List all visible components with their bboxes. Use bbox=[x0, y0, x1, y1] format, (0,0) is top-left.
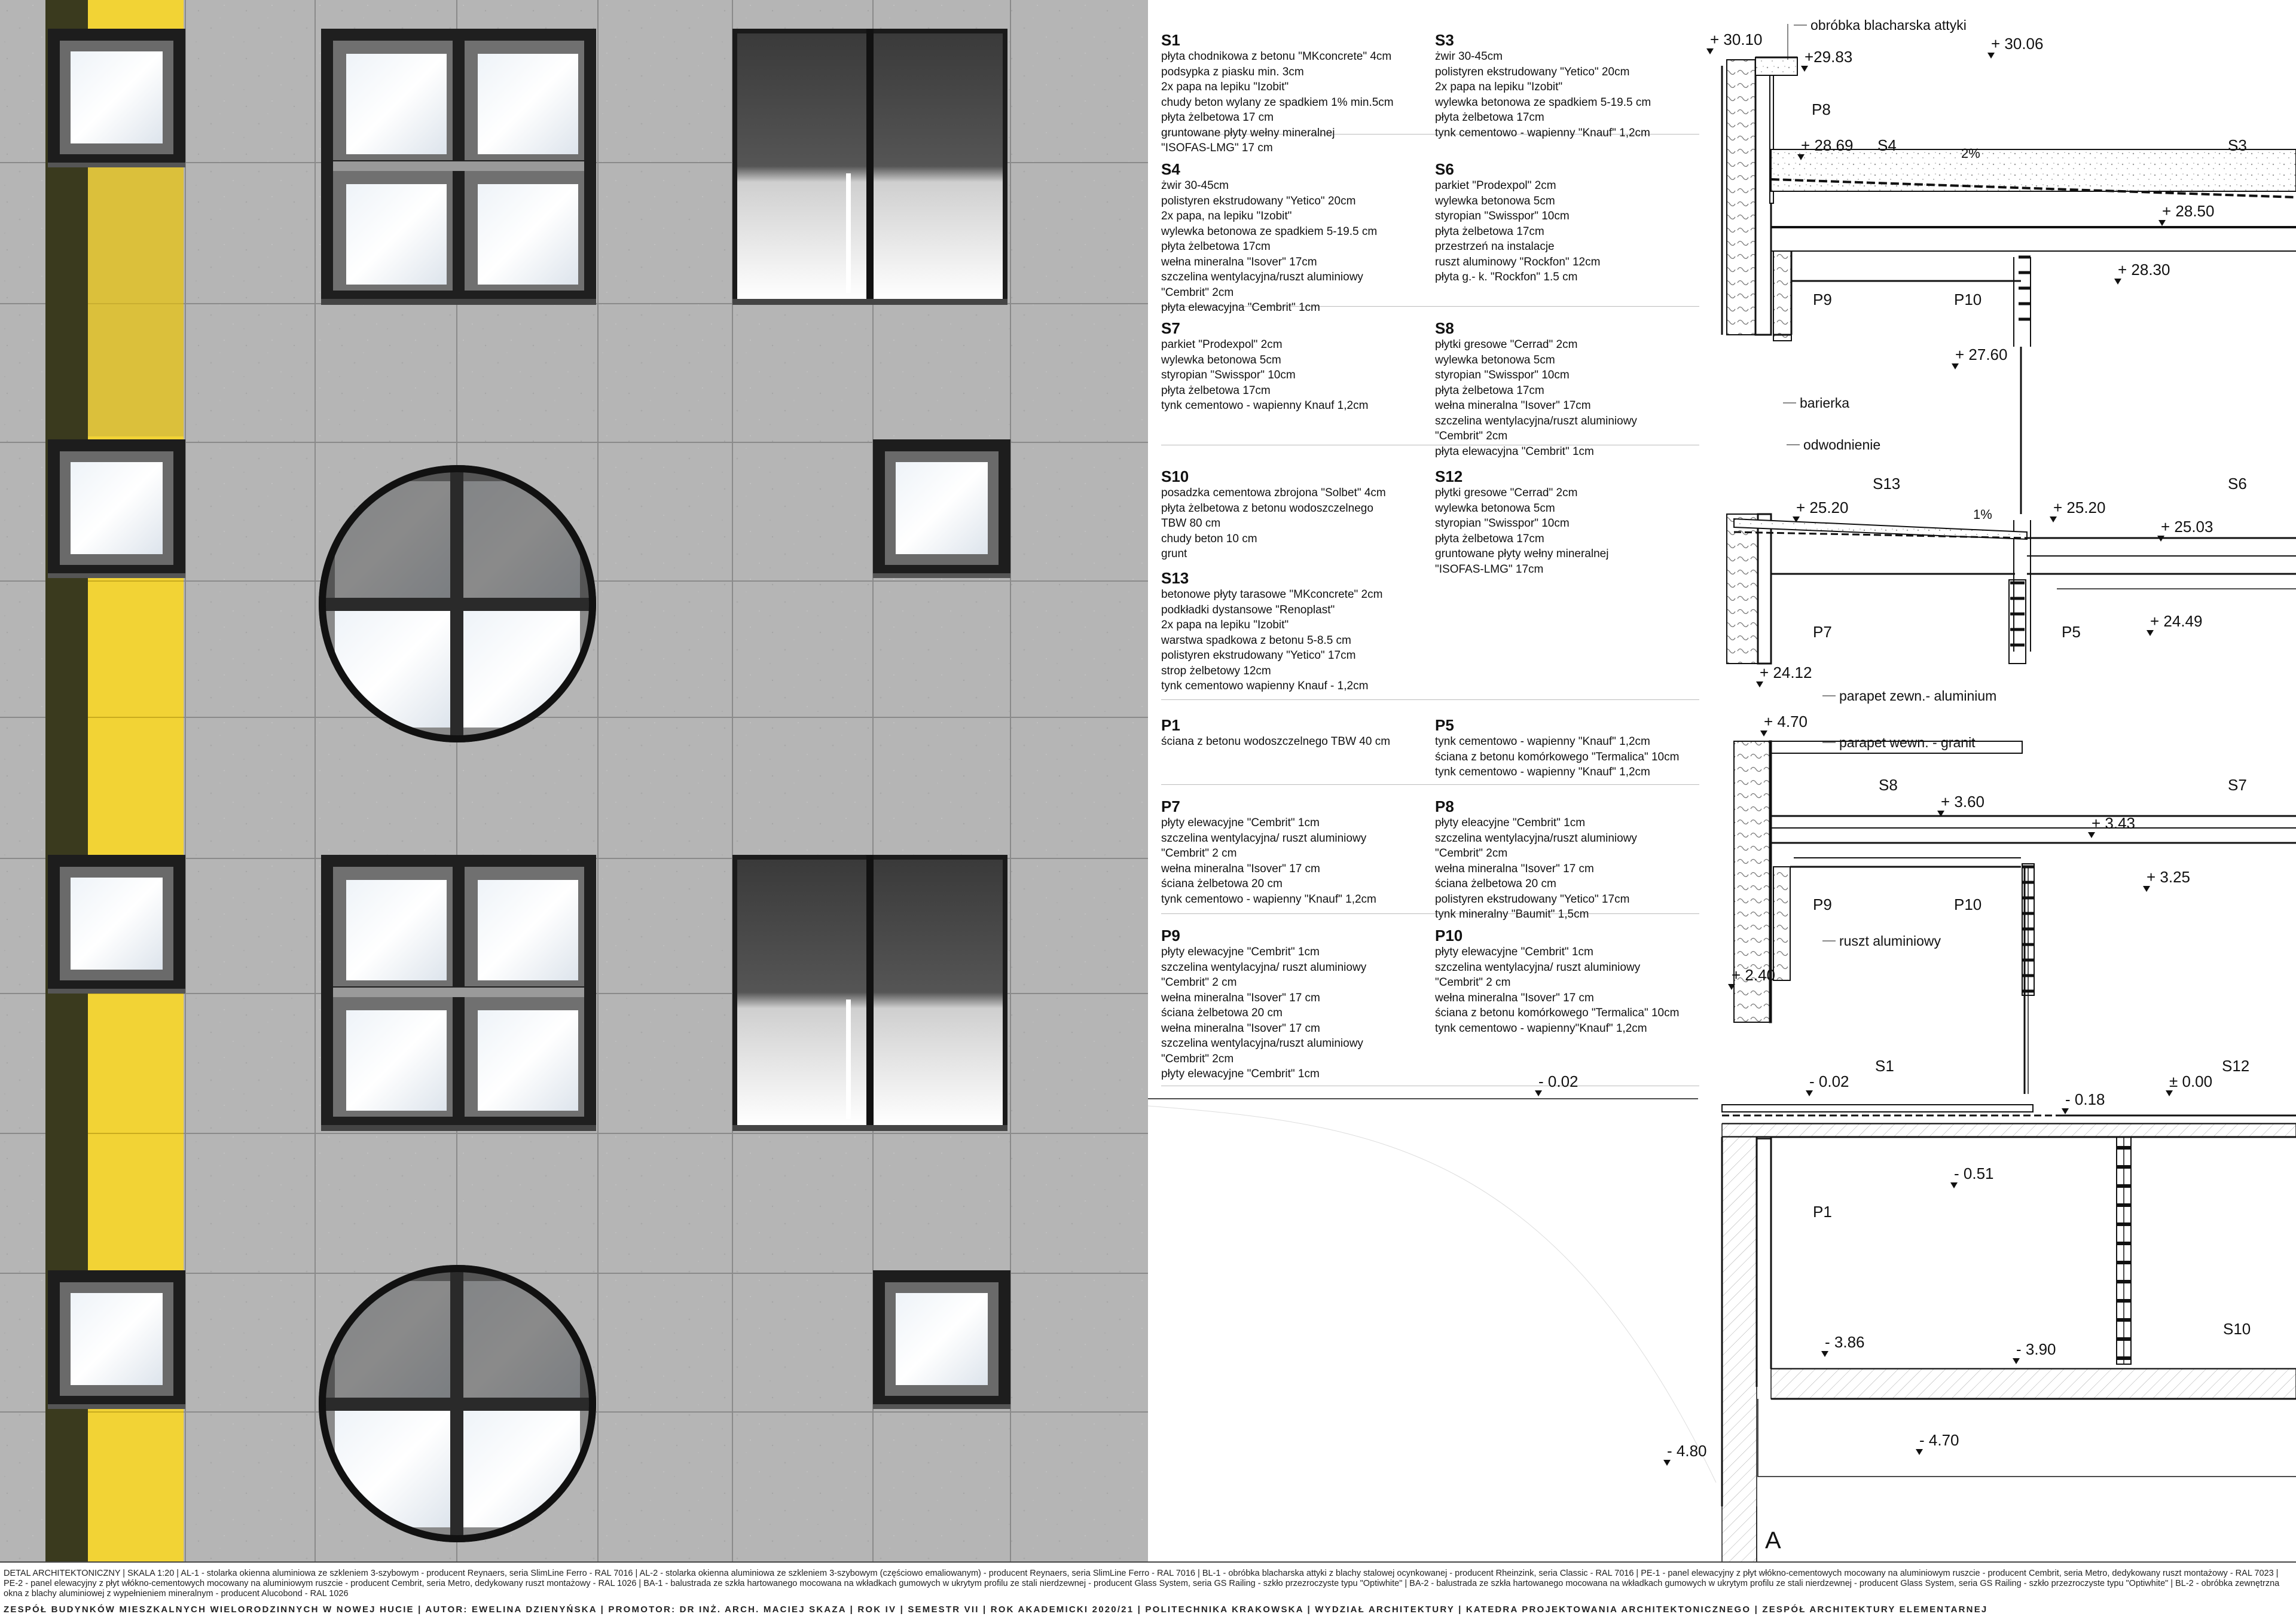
slope-label: 1% bbox=[1973, 507, 1992, 522]
layer-description: "Cembrit" 2cm bbox=[1435, 847, 1508, 860]
layer-description: tynk cementowo - wapienny "Knauf" 1,2cm bbox=[1435, 766, 1650, 778]
layer-tag: S4 bbox=[1877, 136, 1897, 154]
layer-description: szczelina wentylacyjna/ruszt aluminiowy bbox=[1435, 414, 1637, 427]
window-al1-grid bbox=[321, 855, 596, 1131]
level-mark: - 4.80 bbox=[1667, 1442, 1707, 1460]
layer-description: "Cembrit" 2 cm bbox=[1161, 847, 1237, 860]
layer-description: żwir 30-45cm bbox=[1161, 179, 1229, 192]
layer-description: wylewka betonowa ze spadkiem 5-19.5 cm bbox=[1161, 225, 1378, 238]
annotation: obróbka blacharska attyki bbox=[1810, 17, 1967, 33]
layer-description: strop żelbetowy 12cm bbox=[1161, 664, 1271, 677]
layer-description: płyta żelbetowa 17cm bbox=[1435, 384, 1544, 397]
layer-code: S13 bbox=[1161, 569, 1189, 587]
layer-spec-s10 bbox=[1161, 467, 1436, 562]
layer-description: tynk cementowo - wapienny Knauf 1,2cm bbox=[1161, 399, 1369, 412]
layer-tag: P10 bbox=[1954, 291, 1982, 308]
layer-tag: S7 bbox=[2228, 776, 2247, 794]
layer-description: polistyren ekstrudowany "Yetico" 20cm bbox=[1161, 194, 1356, 207]
layer-spec-s13 bbox=[1161, 569, 1436, 694]
layer-description: szczelina wentylacyjna/ruszt aluminiowy bbox=[1161, 271, 1363, 283]
layer-description: ściana z betonu komórkowego "Termalica" 10cm bbox=[1435, 1007, 1680, 1019]
layer-spec-s1 bbox=[1161, 31, 1436, 156]
layer-description: płyta chodnikowa z betonu "MKconcrete" 4cm bbox=[1161, 50, 1392, 63]
level-mark: - 0.51 bbox=[1954, 1164, 1994, 1182]
window-al1 bbox=[48, 439, 185, 578]
layer-description: szczelina wentylacyjna/ruszt aluminiowy bbox=[1161, 1037, 1363, 1050]
layer-description: styropian "Swisspor" 10cm bbox=[1161, 369, 1296, 381]
layer-description: ściana z betonu komórkowego "Termalica" 10cm bbox=[1435, 750, 1680, 763]
layer-description: szczelina wentylacyjna/ ruszt aluminiowy bbox=[1161, 832, 1367, 845]
facade-drawing bbox=[0, 0, 1148, 1561]
layer-code: P9 bbox=[1161, 927, 1180, 945]
legend-rule bbox=[1161, 784, 1699, 785]
layer-description: wylewka betonowa 5cm bbox=[1435, 194, 1555, 207]
project-credits: ZESPÓŁ BUDYNKÓW MIESZKALNYCH WIELORODZINNYCH W NOWEJ HUCIE | AUTOR: EWELINA DZIENYŃSKA | PROMOTOR: DR INŻ. ARCH. MACIEJ SKAZA | ROK IV | SEMESTR VII | ROK AKADEMICKI 2020/21 | POLITECHNIKA KRAKOWSKA | WYDZIAŁ ARCHITEKTURY | KATEDRA PROJEKTOWANIA ARCHITEKTONICZNEGO | ZESPÓŁ ARCHITEKTURY ELEMENTARNEJ bbox=[4, 1604, 1988, 1615]
layer-description: płyta żelbetowa 17 cm bbox=[1161, 111, 1274, 124]
layer-description: "Cembrit" 2cm bbox=[1161, 286, 1234, 299]
layer-description: szczelina wentylacyjna/ ruszt aluminiowy bbox=[1161, 961, 1367, 974]
layer-code: P5 bbox=[1435, 716, 1454, 734]
layer-description: gruntowane płyty wełny mineralnej bbox=[1435, 548, 1609, 560]
layer-spec-s8 bbox=[1435, 319, 1710, 459]
layer-description: "Cembrit" 2cm bbox=[1435, 430, 1508, 442]
window-al1 bbox=[873, 1270, 1010, 1409]
layer-description: 2x papa na lepiku "Izobit" bbox=[1161, 619, 1289, 631]
layer-description: płyta elewacyjna "Cembrit" 1cm bbox=[1435, 445, 1594, 458]
layer-description: styropian "Swisspor" 10cm bbox=[1435, 517, 1570, 530]
legend-entry: AL-2 - stolarka okienna aluminiowa ze szkleniem 3-szybowym (częściowo emaliowanym) - producent Reynaers, seria SlimLine Ferro - RAL 7016 | bbox=[639, 1569, 1202, 1578]
layer-description: płyta żelbetowa 17cm bbox=[1161, 240, 1271, 253]
layer-description: płyta żelbetowa 17cm bbox=[1435, 111, 1544, 124]
level-mark: + 25.03 bbox=[2161, 518, 2213, 536]
annotation: ruszt aluminiowy bbox=[1839, 933, 1941, 949]
legend-entry: BA-2 - balustrada ze szkła hartowanego mocowana na wkładkach gumowych w ukrytym profilu ze stali nierdzewnej - producent Glass System, seria GS Railing - szkło przezroczyste typu "Optiwhite" | bbox=[1409, 1579, 2176, 1588]
layer-description: tynk cementowo - wapienny "Knauf" 1,2cm bbox=[1161, 893, 1376, 906]
level-mark: - 3.90 bbox=[2016, 1340, 2056, 1358]
layer-code: S10 bbox=[1161, 467, 1189, 485]
layer-tag: P7 bbox=[1813, 623, 1832, 641]
window-al1 bbox=[873, 439, 1010, 578]
layer-description: tynk cementowo wapienny Knauf - 1,2cm bbox=[1161, 680, 1369, 692]
layer-description: "ISOFAS-LMG" 17cm bbox=[1435, 563, 1544, 576]
layer-tag: P1 bbox=[1813, 1203, 1832, 1221]
layer-spec-s6 bbox=[1435, 160, 1710, 285]
legend-entry: BA-1 - balustrada ze szkła hartowanego mocowana na wkładkach gumowych w ukrytym profilu ze stali nierdzewnej - producent Glass System, seria GS Railing - szkło przezroczyste typu "Optiwhite" | bbox=[643, 1579, 1410, 1588]
layer-description: podsypka z piasku min. 3cm bbox=[1161, 65, 1304, 78]
level-mark: + 25.20 bbox=[2053, 499, 2106, 516]
layer-description: grunt bbox=[1161, 548, 1187, 560]
window-al1-grid bbox=[321, 29, 596, 305]
layer-spec-p7 bbox=[1161, 797, 1436, 907]
layer-spec-p5 bbox=[1435, 716, 1710, 780]
layer-description: parkiet "Prodexpol" 2cm bbox=[1161, 338, 1283, 351]
layer-description: chudy beton wylany ze spadkiem 1% min.5cm bbox=[1161, 96, 1394, 109]
layer-code: P7 bbox=[1161, 797, 1180, 815]
layer-code: P8 bbox=[1435, 797, 1454, 815]
layer-code: S7 bbox=[1161, 319, 1180, 337]
annotation: barierka bbox=[1800, 395, 1850, 411]
layer-description: płyty elewacyjne "Cembrit" 1cm bbox=[1161, 946, 1320, 958]
level-mark: + 3.25 bbox=[2147, 868, 2191, 886]
layer-tag: P8 bbox=[1812, 100, 1831, 118]
layer-tag: S13 bbox=[1873, 475, 1901, 493]
layer-tag: P10 bbox=[1954, 895, 1982, 913]
layer-description: żwir 30-45cm bbox=[1435, 50, 1503, 63]
layer-spec-s7 bbox=[1161, 319, 1436, 414]
layer-description: gruntowane płyty wełny mineralnej bbox=[1161, 126, 1335, 139]
level-mark: - 4.70 bbox=[1919, 1431, 1959, 1449]
layer-description: płyta żelbetowa z betonu wodoszczelnego bbox=[1161, 502, 1373, 515]
level-mark: - 0.02 bbox=[1538, 1072, 1578, 1090]
layer-tag: S1 bbox=[1875, 1057, 1894, 1075]
level-mark: ± 0.00 bbox=[2169, 1072, 2213, 1090]
layer-description: płyty elewacyjne "Cembrit" 1cm bbox=[1161, 817, 1320, 829]
layer-code: P1 bbox=[1161, 716, 1180, 734]
layer-spec-s3 bbox=[1435, 31, 1710, 140]
layer-description: tynk cementowo - wapienny"Knauf" 1,2cm bbox=[1435, 1022, 1647, 1035]
layer-spec-p8 bbox=[1435, 797, 1710, 922]
layer-description: płyta żelbetowa 17cm bbox=[1161, 384, 1271, 397]
layer-description: ściana żelbetowa 20 cm bbox=[1161, 878, 1283, 890]
window-al1 bbox=[48, 29, 185, 167]
annotation: parapet wewn. - granit bbox=[1839, 735, 1976, 750]
layer-description: wełna mineralna "Isover" 17cm bbox=[1161, 255, 1317, 268]
layer-description: podkładki dystansowe "Renoplast" bbox=[1161, 603, 1335, 616]
legend-entry: BL-1 - obróbka blacharska attyki z blachy stalowej ocynkowanej - producent Rheinzink, seria Classic - RAL 7016 | bbox=[1202, 1569, 1641, 1578]
legend-entry: BL-2 - obróbka zewnętrzna okna z blachy aluminiowej z wypełnieniem mineralnym - producent Alucobond - RAL 1026 bbox=[4, 1579, 2280, 1598]
title-block bbox=[0, 1561, 2296, 1623]
window-al2 bbox=[732, 855, 1007, 1131]
layer-tag: S8 bbox=[1879, 776, 1898, 794]
layer-description: warstwa spadkowa z betonu 5-8.5 cm bbox=[1161, 634, 1351, 647]
layer-description: TBW 80 cm bbox=[1161, 517, 1221, 530]
layer-spec-s12 bbox=[1435, 467, 1710, 577]
level-mark: + 24.12 bbox=[1760, 664, 1812, 681]
layer-description: wylewka betonowa ze spadkiem 5-19.5 cm bbox=[1435, 96, 1651, 109]
layer-description: płyty eleacyjne "Cembrit" 1cm bbox=[1435, 817, 1586, 829]
layer-description: przestrzeń na instalacje bbox=[1435, 240, 1555, 253]
level-mark: - 0.02 bbox=[1809, 1072, 1849, 1090]
layer-description: wełna mineralna "Isover" 17 cm bbox=[1161, 991, 1320, 1004]
layer-code: S12 bbox=[1435, 467, 1463, 485]
layer-code: S4 bbox=[1161, 160, 1180, 178]
layer-description: polistyren ekstrudowany "Yetico" 20cm bbox=[1435, 65, 1630, 78]
layer-tag: P9 bbox=[1813, 895, 1832, 913]
layer-description: 2x papa, na lepiku "Izobit" bbox=[1161, 210, 1292, 222]
layer-code: S8 bbox=[1435, 319, 1454, 337]
layer-description: wełna mineralna "Isover" 17 cm bbox=[1161, 862, 1320, 875]
layer-description: wylewka betonowa 5cm bbox=[1435, 353, 1555, 366]
annotation: odwodnienie bbox=[1803, 437, 1881, 453]
legend-rule bbox=[1161, 699, 1699, 700]
level-mark: + 30.10 bbox=[1710, 30, 1763, 48]
layer-tag: S12 bbox=[2222, 1057, 2250, 1075]
layer-code: P10 bbox=[1435, 927, 1463, 945]
layer-description: wylewka betonowa 5cm bbox=[1435, 502, 1555, 515]
layer-description: płyty elewacyjne "Cembrit" 1cm bbox=[1435, 946, 1593, 958]
layer-spec-p10 bbox=[1435, 927, 1710, 1036]
facade-elevation bbox=[0, 0, 1148, 1561]
layer-description: polistyren ekstrudowany "Yetico" 17cm bbox=[1435, 893, 1630, 906]
layer-description: "Cembrit" 2 cm bbox=[1435, 976, 1511, 989]
layer-tag: P9 bbox=[1813, 291, 1832, 308]
layer-tag: S6 bbox=[2228, 475, 2247, 493]
layer-description: płyty elewacyjne "Cembrit" 1cm bbox=[1161, 1068, 1320, 1080]
level-mark: + 3.60 bbox=[1941, 793, 1985, 811]
legend-entry: PE-2 - panel elewacyjny z płyt włókno-cementowych mocowany na aluminiowym ruszcie - producent Cembrit, seria Metro, dedykowany ruszt montażowy - RAL 1026 | bbox=[4, 1579, 644, 1588]
annotation: parapet zewn.- aluminium bbox=[1839, 688, 1997, 704]
layer-description: styropian "Swisspor" 10cm bbox=[1435, 369, 1570, 381]
level-mark: + 28.50 bbox=[2162, 202, 2215, 220]
layer-description: wełna mineralna "Isover" 17 cm bbox=[1435, 991, 1594, 1004]
layer-spec-s4 bbox=[1161, 160, 1436, 316]
layer-description: tynk cementowo - wapienny "Knauf" 1,2cm bbox=[1435, 735, 1650, 748]
layer-description: płyta g.- k. "Rockfon" 1.5 cm bbox=[1435, 271, 1578, 283]
layer-tag: P5 bbox=[2062, 623, 2081, 641]
layer-description: ruszt aluminowy "Rockfon" 12cm bbox=[1435, 255, 1601, 268]
layer-description: ściana z betonu wodoszczelnego TBW 40 cm bbox=[1161, 735, 1391, 748]
level-mark: + 30.06 bbox=[1991, 35, 2044, 53]
layer-description: płyta żelbetowa 17cm bbox=[1435, 532, 1544, 545]
level-mark: - 0.18 bbox=[2065, 1090, 2105, 1108]
level-mark: - 3.86 bbox=[1825, 1333, 1865, 1351]
layer-description: "ISOFAS-LMG" 17 cm bbox=[1161, 142, 1273, 154]
layer-description: płytki gresowe "Cerrad" 2cm bbox=[1435, 338, 1578, 351]
layer-description: 2x papa na lepiku "Izobit" bbox=[1435, 81, 1563, 93]
axis-label: A bbox=[1765, 1527, 1781, 1554]
layer-description: parkiet "Prodexpol" 2cm bbox=[1435, 179, 1556, 192]
layer-description: posadzka cementowa zbrojona "Solbet" 4cm bbox=[1161, 487, 1386, 499]
layer-description: chudy beton 10 cm bbox=[1161, 532, 1257, 545]
layer-description: tynk mineralny "Baumit" 1,5cm bbox=[1435, 908, 1589, 921]
layer-description: "Cembrit" 2 cm bbox=[1161, 976, 1237, 989]
level-mark: + 3.43 bbox=[2092, 814, 2136, 832]
level-mark: + 25.20 bbox=[1796, 499, 1849, 516]
layer-description: wylewka betonowa 5cm bbox=[1161, 353, 1281, 366]
window-al1 bbox=[48, 1270, 185, 1409]
window-al2 bbox=[732, 29, 1007, 305]
layer-code: S3 bbox=[1435, 31, 1454, 49]
layer-description: płyta żelbetowa 17cm bbox=[1435, 225, 1544, 238]
level-mark: + 4.70 bbox=[1764, 713, 1808, 730]
level-mark: + 24.49 bbox=[2150, 612, 2203, 630]
layer-description: 2x papa na lepiku "Izobit" bbox=[1161, 81, 1289, 93]
layer-tag: S10 bbox=[2223, 1320, 2251, 1338]
level-mark: + 28.69 bbox=[1801, 136, 1854, 154]
slope-label: 2% bbox=[1961, 146, 1980, 161]
legend-entry: AL-1 - stolarka okienna aluminiowa ze szkleniem 3-szybowym - producent Reynaers, seria SlimLine Ferro - RAL 7016 | bbox=[181, 1569, 640, 1578]
layer-spec-p9 bbox=[1161, 927, 1436, 1082]
layer-tag: S3 bbox=[2228, 136, 2247, 154]
layer-description: wełna mineralna "Isover" 17 cm bbox=[1435, 862, 1594, 875]
layer-description: polistyren ekstrudowany "Yetico" 17cm bbox=[1161, 649, 1356, 662]
layer-description: betonowe płyty tarasowe "MKconcrete" 2cm bbox=[1161, 588, 1383, 601]
legend-entry: DETAL ARCHITEKTONICZNY | SKALA 1:20 | bbox=[4, 1569, 181, 1578]
layer-description: wełna mineralna "Isover" 17cm bbox=[1435, 399, 1591, 412]
layer-legend bbox=[1148, 0, 1710, 1103]
layer-code: S6 bbox=[1435, 160, 1454, 178]
layer-description: szczelina wentylacyjna/ruszt aluminiowy bbox=[1435, 832, 1637, 845]
stripe-shade bbox=[88, 167, 184, 436]
layer-description: tynk cementowo - wapienny "Knauf" 1,2cm bbox=[1435, 126, 1650, 139]
level-mark: + 28.30 bbox=[2118, 261, 2170, 279]
level-mark: + 2.40 bbox=[1732, 966, 1776, 984]
layer-description: "Cembrit" 2cm bbox=[1161, 1052, 1234, 1065]
layer-description: wełna mineralna "Isover" 17 cm bbox=[1161, 1022, 1320, 1035]
layer-description: styropian "Swisspor" 10cm bbox=[1435, 210, 1570, 222]
layer-description: szczelina wentylacyjna/ ruszt aluminiowy bbox=[1435, 961, 1641, 974]
layer-description: ściana żelbetowa 20 cm bbox=[1435, 878, 1556, 890]
level-mark: + 27.60 bbox=[1955, 346, 2008, 363]
window-al1 bbox=[48, 855, 185, 994]
layer-description: płyta elewacyjna "Cembrit" 1cm bbox=[1161, 301, 1320, 314]
layer-code: S1 bbox=[1161, 31, 1180, 49]
layer-description: płytki gresowe "Cerrad" 2cm bbox=[1435, 487, 1578, 499]
layer-spec-p1 bbox=[1161, 716, 1436, 750]
layer-description: ściana żelbetowa 20 cm bbox=[1161, 1007, 1283, 1019]
legend-description bbox=[4, 1569, 2291, 1599]
legend-entry: PE-1 - panel elewacyjny z płyt włókno-cementowych mocowany na aluminiowym ruszcie - producent Cembrit, seria Metro, dedykowany ruszt montażowy - RAL 7023 | bbox=[1641, 1569, 2279, 1578]
level-mark: +29.83 bbox=[1805, 48, 1853, 66]
